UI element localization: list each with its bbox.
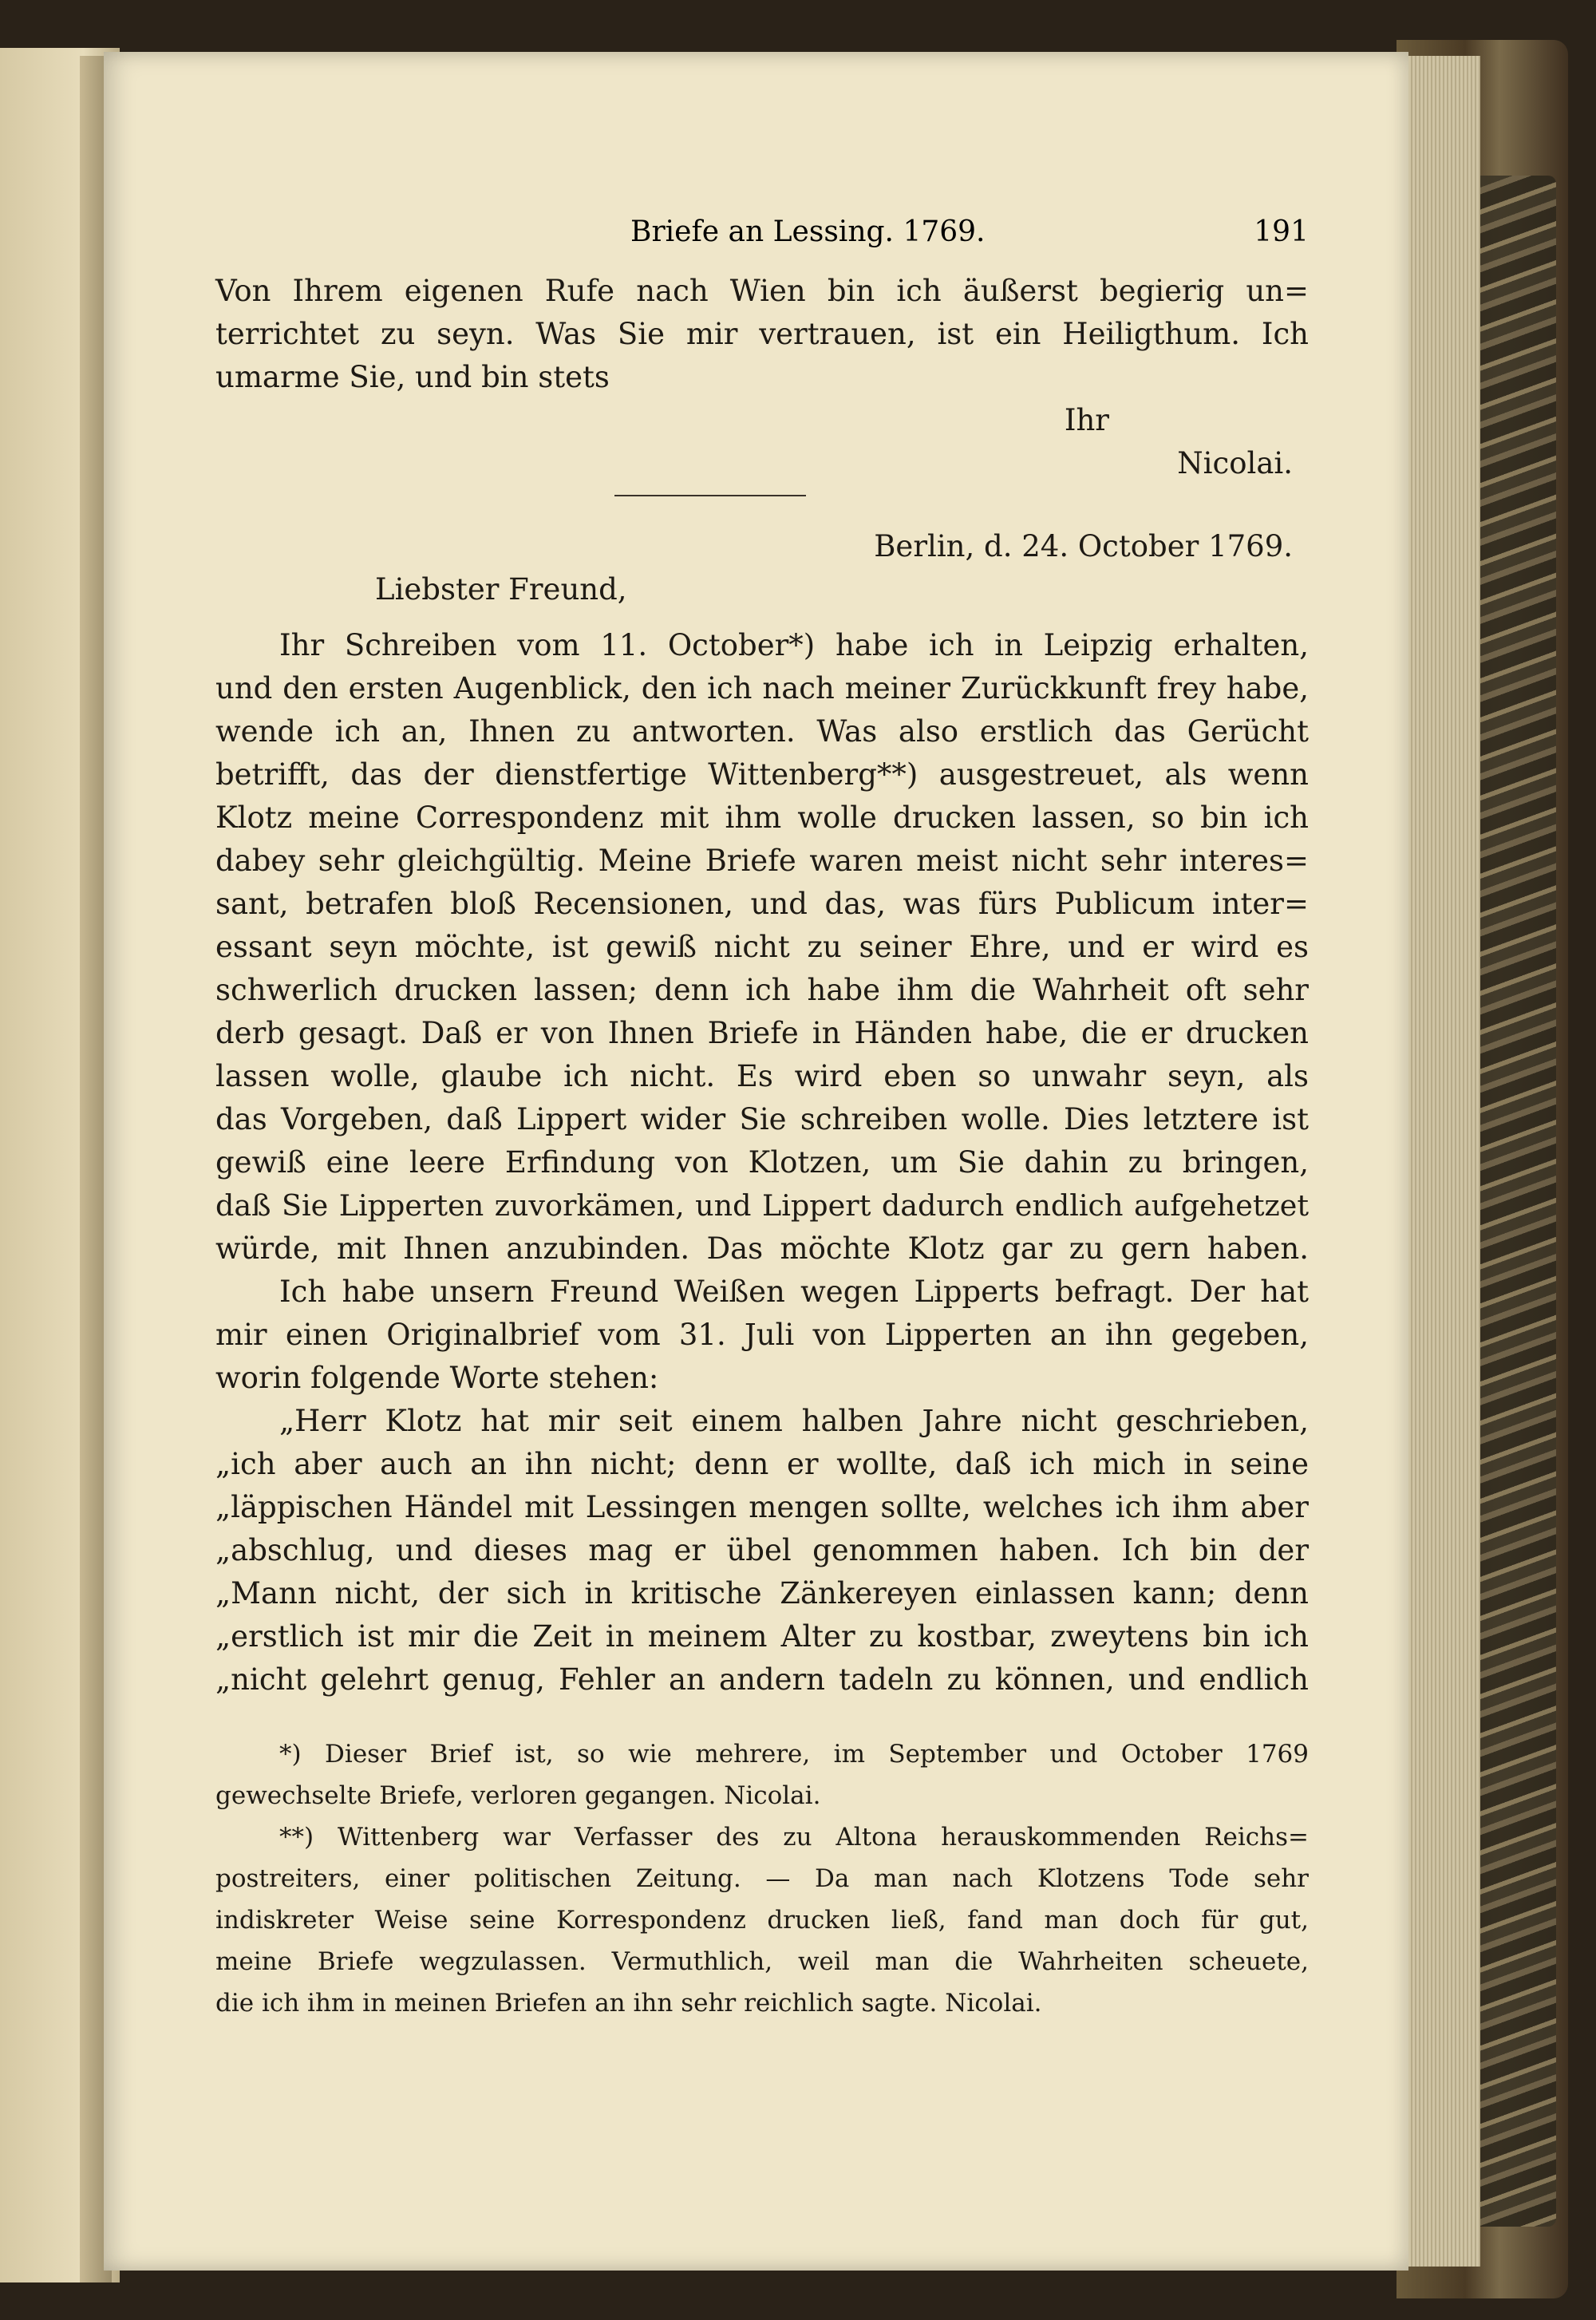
quote-line: „läppischen Händel mit Lessingen mengen sollte, welches ich ihm aber <box>215 1490 1309 1524</box>
footnote-line: meine Briefe wegzulassen. Vermuthlich, weil man die Wahrheiten scheuete, <box>215 1947 1309 1976</box>
marbled-edge <box>1480 176 1556 2227</box>
quote-line: „erstlich ist mir die Zeit in meinem Alter zu kostbar, zweytens bin ich <box>215 1619 1309 1654</box>
signature: Nicolai. <box>1177 446 1293 480</box>
page-header <box>215 215 1309 263</box>
text-line: worin folgende Worte stehen: <box>215 1361 659 1395</box>
text-line: würde, mit Ihnen anzubinden. Das möchte Klotz gar zu gern haben. <box>215 1231 1309 1266</box>
text-line: derb gesagt. Daß er von Ihnen Briefe in Händen habe, die er drucken <box>215 1016 1309 1050</box>
text-line: terrichtet zu seyn. Was Sie mir vertrauen, ist ein Heiligthum. Ich <box>215 317 1309 351</box>
salutation: Liebster Freund, <box>375 572 627 607</box>
text-line: das Vorgeben, daß Lippert wider Sie schreiben wolle. Dies letztere ist <box>215 1102 1309 1136</box>
section-divider <box>614 495 806 496</box>
quote-line: „Mann nicht, der sich in kritische Zänkereyen einlassen kann; denn <box>215 1576 1309 1611</box>
footnote-line: die ich ihm in meinen Briefen an ihn sehr reichlich sagte. Nicolai. <box>215 1989 1042 2018</box>
book-page <box>104 52 1408 2271</box>
text-line: umarme Sie, und bin stets <box>215 360 610 394</box>
text-line: dabey sehr gleichgültig. Meine Briefe waren meist nicht sehr interes= <box>215 844 1309 878</box>
page-edges <box>1408 56 1480 2267</box>
text-line: wende ich an, Ihnen zu antworten. Was also erstlich das Gerücht <box>215 714 1309 749</box>
text-line: essant seyn möchte, ist gewiß nicht zu seiner Ehre, und er wird es <box>215 930 1309 964</box>
text-line: betrifft, das der dienstfertige Wittenberg**) ausgestreuet, als wenn <box>215 757 1309 792</box>
text-line: Klotz meine Correspondenz mit ihm wolle drucken lassen, so bin ich <box>215 800 1309 835</box>
running-title: Briefe an Lessing. 1769. <box>630 215 986 248</box>
text-line: schwerlich drucken lassen; denn ich habe ihm die Wahrheit oft sehr <box>215 973 1309 1007</box>
footnotes <box>215 1740 1309 2091</box>
quote-line: „nicht gelehrt genug, Fehler an andern tadeln zu können, und endlich <box>215 1662 1309 1697</box>
text-line: und den ersten Augenblick, den ich nach meiner Zurückkunft frey habe, <box>215 671 1309 705</box>
quote-line: „ich aber auch an ihn nicht; denn er wollte, daß ich mich in seine <box>215 1447 1309 1481</box>
quote-line: „abschlug, und dieses mag er übel genommen haben. Ich bin der <box>215 1533 1309 1567</box>
text-line: gewiß eine leere Erfindung von Klotzen, um Sie dahin zu bringen, <box>215 1145 1309 1180</box>
text-line: daß Sie Lipperten zuvorkämen, und Lippert dadurch endlich aufgehetzet <box>215 1188 1309 1223</box>
footnote-line: *) Dieser Brief ist, so wie mehrere, im September und October 1769 <box>279 1740 1309 1769</box>
quote-line: „Herr Klotz hat mir seit einem halben Jahre nicht geschrieben, <box>279 1404 1309 1438</box>
text-line: sant, betrafen bloß Recensionen, und das, was fürs Publicum inter= <box>215 887 1309 921</box>
letter <box>215 531 1309 1792</box>
footnote-line: postreiters, einer politischen Zeitung. — Da man nach Klotzens Tode sehr <box>215 1864 1309 1893</box>
text-line: lassen wolle, glaube ich nicht. Es wird eben so unwahr seyn, als <box>215 1059 1309 1093</box>
page-number: 191 <box>1254 215 1309 248</box>
place-date: Berlin, d. 24. October 1769. <box>874 529 1293 563</box>
closing-ihr: Ihr <box>1064 403 1109 437</box>
text-line: Ihr Schreiben vom 11. October*) habe ich in Leipzig erhalten, <box>279 628 1309 662</box>
footnote-line: gewechselte Briefe, verloren gegangen. Nicolai. <box>215 1781 821 1810</box>
text-line: Von Ihrem eigenen Rufe nach Wien bin ich äußerst begierig un= <box>215 274 1309 308</box>
text-line: mir einen Originalbrief vom 31. Juli von Lipperten an ihn gegeben, <box>215 1318 1309 1352</box>
footnote-line: indiskreter Weise seine Korrespondenz drucken ließ, fand man doch für gut, <box>215 1906 1309 1935</box>
text-line: Ich habe unsern Freund Weißen wegen Lipperts befragt. Der hat <box>279 1275 1309 1309</box>
footnote-line: **) Wittenberg war Verfasser des zu Altona herauskommenden Reichs= <box>279 1823 1309 1852</box>
